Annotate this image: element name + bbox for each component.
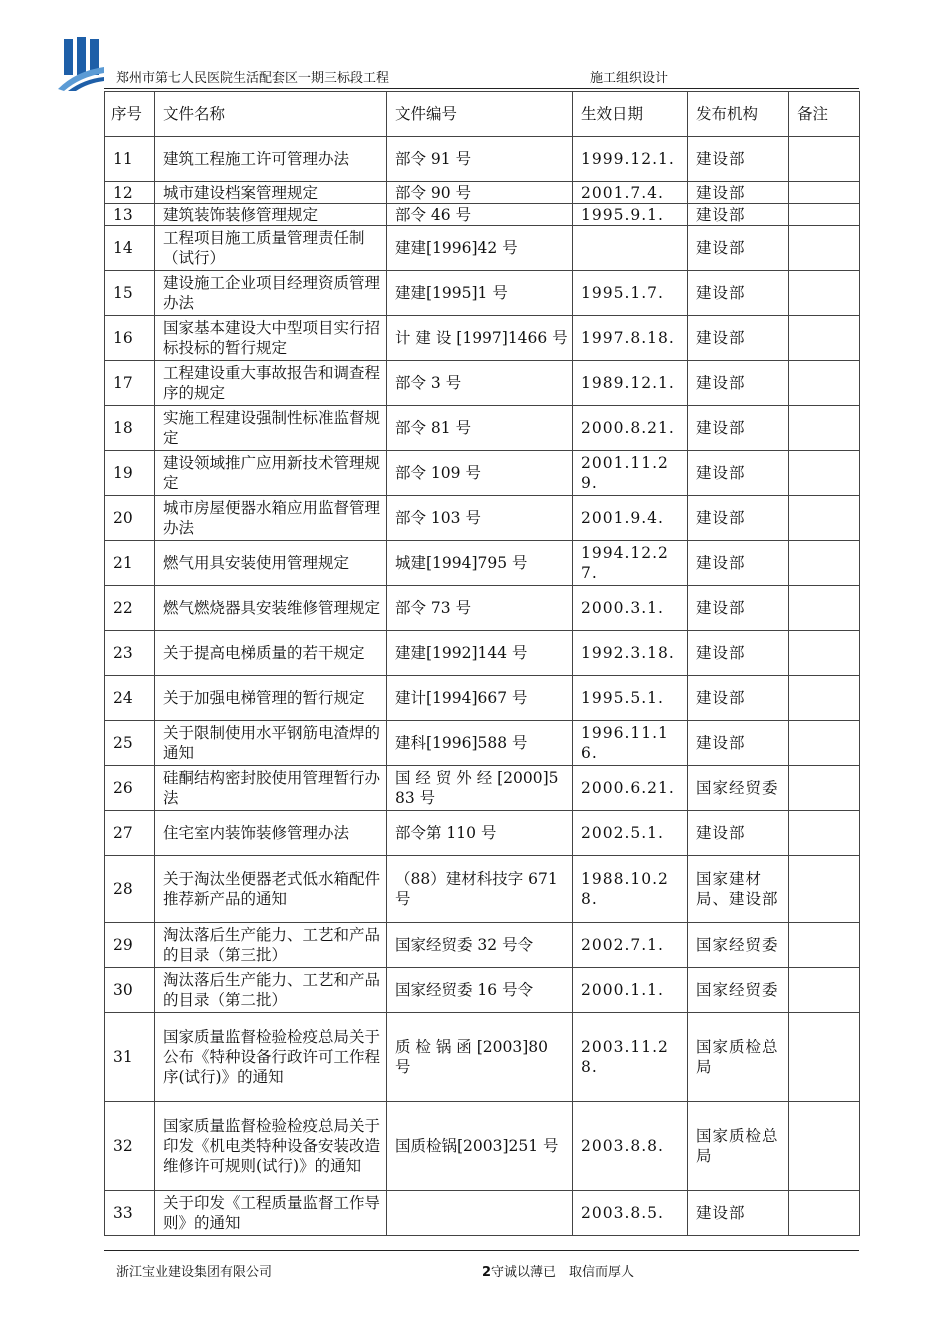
- effective-date: 1999.12.1.: [573, 137, 688, 182]
- row-number: 13: [105, 204, 155, 226]
- table-row: [105, 226, 860, 271]
- document-code: 部令 90 号: [387, 182, 573, 204]
- effective-date: 2000.8.21.: [573, 406, 688, 451]
- effective-date: 1989.12.1.: [573, 361, 688, 406]
- remark: [789, 204, 860, 226]
- row-number: 16: [105, 316, 155, 361]
- remark: [789, 1191, 860, 1236]
- document-name: 硅酮结构密封胶使用管理暂行办法: [155, 766, 387, 811]
- row-number: 17: [105, 361, 155, 406]
- document-name: 实施工程建设强制性标准监督规定: [155, 406, 387, 451]
- row-number: 18: [105, 406, 155, 451]
- document-code: 部令第 110 号: [387, 811, 573, 856]
- effective-date: 1988.10.28.: [573, 856, 688, 923]
- effective-date: 1994.12.27.: [573, 541, 688, 586]
- effective-date: 2003.11.28.: [573, 1013, 688, 1102]
- remark: [789, 968, 860, 1013]
- document-code: 部令 46 号: [387, 204, 573, 226]
- issuing-org: 建设部: [688, 721, 789, 766]
- row-number: 19: [105, 451, 155, 496]
- row-number: 30: [105, 968, 155, 1013]
- issuing-org: 建设部: [688, 226, 789, 271]
- document-name: 国家质量监督检验检疫总局关于公布《特种设备行政许可工作程序(试行)》的通知: [155, 1013, 387, 1102]
- issuing-org: 国家质检总局: [688, 1102, 789, 1191]
- row-number: 28: [105, 856, 155, 923]
- effective-date: 2000.3.1.: [573, 586, 688, 631]
- effective-date: 2000.1.1.: [573, 968, 688, 1013]
- document-name: 关于提高电梯质量的若干规定: [155, 631, 387, 676]
- table-row: [105, 721, 860, 766]
- document-name: 工程项目施工质量管理责任制（试行）: [155, 226, 387, 271]
- effective-date: 1995.5.1.: [573, 676, 688, 721]
- issuing-org: 建设部: [688, 631, 789, 676]
- col-header-code: 文件编号: [387, 92, 573, 137]
- document-code: 部令 81 号: [387, 406, 573, 451]
- effective-date: 2000.6.21.: [573, 766, 688, 811]
- company-logo: [58, 37, 106, 91]
- document-name: 淘汰落后生产能力、工艺和产品的目录（第二批）: [155, 968, 387, 1013]
- table-row: [105, 137, 860, 182]
- footer-motto: 守诚以薄已 取信而厚人: [491, 1265, 635, 1280]
- issuing-org: 建设部: [688, 451, 789, 496]
- document-code: 部令 73 号: [387, 586, 573, 631]
- document-name: 淘汰落后生产能力、工艺和产品的目录（第三批）: [155, 923, 387, 968]
- page-number: 2: [482, 1265, 492, 1280]
- table-row: [105, 1013, 860, 1102]
- table-row: [105, 856, 860, 923]
- row-number: 31: [105, 1013, 155, 1102]
- remark: [789, 451, 860, 496]
- row-number: 33: [105, 1191, 155, 1236]
- table-row: [105, 316, 860, 361]
- document-name: 城市房屋便器水箱应用监督管理办法: [155, 496, 387, 541]
- document-name: 建设施工企业项目经理资质管理办法: [155, 271, 387, 316]
- effective-date: 2002.7.1.: [573, 923, 688, 968]
- remark: [789, 1102, 860, 1191]
- row-number: 21: [105, 541, 155, 586]
- remark: [789, 721, 860, 766]
- row-number: 25: [105, 721, 155, 766]
- remark: [789, 856, 860, 923]
- table-body: [105, 137, 860, 1236]
- footer-rule: [104, 1250, 859, 1251]
- document-code: 计 建 设 [1997]1466 号: [387, 316, 573, 361]
- table-row: [105, 271, 860, 316]
- row-number: 22: [105, 586, 155, 631]
- table-row: [105, 496, 860, 541]
- table-row: [105, 361, 860, 406]
- document-name: 关于限制使用水平钢筋电渣焊的通知: [155, 721, 387, 766]
- row-number: 24: [105, 676, 155, 721]
- document-name: 工程建设重大事故报告和调查程序的规定: [155, 361, 387, 406]
- remark: [789, 361, 860, 406]
- logo-bar-1: [64, 39, 73, 75]
- effective-date: 1997.8.18.: [573, 316, 688, 361]
- effective-date: 1996.11.16.: [573, 721, 688, 766]
- issuing-org: 建设部: [688, 586, 789, 631]
- remark: [789, 137, 860, 182]
- issuing-org: 建设部: [688, 676, 789, 721]
- issuing-org: 国家建材局、建设部: [688, 856, 789, 923]
- footer-company: 浙江宝业建设集团有限公司: [116, 1265, 273, 1280]
- issuing-org: 国家经贸委: [688, 923, 789, 968]
- document-name: 城市建设档案管理规定: [155, 182, 387, 204]
- document-code: 部令 3 号: [387, 361, 573, 406]
- document-code: 建建[1995]1 号: [387, 271, 573, 316]
- document-code: 部令 91 号: [387, 137, 573, 182]
- row-number: 11: [105, 137, 155, 182]
- logo-bar-2: [77, 37, 86, 75]
- remark: [789, 541, 860, 586]
- document-code: 国 经 贸 外 经 [2000]583 号: [387, 766, 573, 811]
- document-name: 燃气燃烧器具安装维修管理规定: [155, 586, 387, 631]
- remark: [789, 811, 860, 856]
- table-row: [105, 1102, 860, 1191]
- document-code: 部令 103 号: [387, 496, 573, 541]
- table-row: [105, 631, 860, 676]
- effective-date: 1995.1.7.: [573, 271, 688, 316]
- effective-date: 2001.11.29.: [573, 451, 688, 496]
- col-header-date: 生效日期: [573, 92, 688, 137]
- remark: [789, 923, 860, 968]
- table-row: [105, 766, 860, 811]
- document-name: 国家基本建设大中型项目实行招标投标的暂行规定: [155, 316, 387, 361]
- col-header-name: 文件名称: [155, 92, 387, 137]
- table-row: [105, 811, 860, 856]
- table-row: [105, 968, 860, 1013]
- issuing-org: 建设部: [688, 496, 789, 541]
- document-code: 建建[1992]144 号: [387, 631, 573, 676]
- effective-date: 2002.5.1.: [573, 811, 688, 856]
- effective-date: 1995.9.1.: [573, 204, 688, 226]
- issuing-org: 建设部: [688, 406, 789, 451]
- effective-date: 2003.8.8.: [573, 1102, 688, 1191]
- remark: [789, 1013, 860, 1102]
- col-header-no: 序号: [105, 92, 155, 137]
- row-number: 29: [105, 923, 155, 968]
- document-name: 住宅室内装饰装修管理办法: [155, 811, 387, 856]
- remark: [789, 766, 860, 811]
- remark: [789, 586, 860, 631]
- issuing-org: 建设部: [688, 137, 789, 182]
- header-rule: [104, 88, 859, 89]
- row-number: 20: [105, 496, 155, 541]
- document-name: 燃气用具安装使用管理规定: [155, 541, 387, 586]
- remark: [789, 182, 860, 204]
- document-code: 部令 109 号: [387, 451, 573, 496]
- issuing-org: 建设部: [688, 361, 789, 406]
- effective-date: 2001.7.4.: [573, 182, 688, 204]
- document-code: （88）建材科技字 671 号: [387, 856, 573, 923]
- remark: [789, 631, 860, 676]
- remark: [789, 271, 860, 316]
- row-number: 15: [105, 271, 155, 316]
- remark: [789, 496, 860, 541]
- table-row: [105, 586, 860, 631]
- col-header-note: 备注: [789, 92, 860, 137]
- issuing-org: 建设部: [688, 182, 789, 204]
- header-document-type: 施工组织设计: [590, 71, 669, 86]
- document-name: 国家质量监督检验检疫总局关于印发《机电类特种设备安装改造维修许可规则(试行)》的通知: [155, 1102, 387, 1191]
- document-code: 质 检 锅 函 [2003]80 号: [387, 1013, 573, 1102]
- issuing-org: 建设部: [688, 811, 789, 856]
- document-name: 关于淘汰坐便器老式低水箱配件推荐新产品的通知: [155, 856, 387, 923]
- row-number: 14: [105, 226, 155, 271]
- effective-date: 2001.9.4.: [573, 496, 688, 541]
- remark: [789, 226, 860, 271]
- row-number: 26: [105, 766, 155, 811]
- effective-date: [573, 226, 688, 271]
- row-number: 32: [105, 1102, 155, 1191]
- table-row: [105, 204, 860, 226]
- table-row: [105, 923, 860, 968]
- issuing-org: 国家质检总局: [688, 1013, 789, 1102]
- remark: [789, 406, 860, 451]
- effective-date: 2003.8.5.: [573, 1191, 688, 1236]
- document-code: [387, 1191, 573, 1236]
- table-row: [105, 406, 860, 451]
- issuing-org: 建设部: [688, 271, 789, 316]
- document-code: 国家经贸委 16 号令: [387, 968, 573, 1013]
- issuing-org: 建设部: [688, 316, 789, 361]
- document-code: 建计[1994]667 号: [387, 676, 573, 721]
- row-number: 12: [105, 182, 155, 204]
- issuing-org: 建设部: [688, 541, 789, 586]
- effective-date: 1992.3.18.: [573, 631, 688, 676]
- row-number: 23: [105, 631, 155, 676]
- document-name: 建筑工程施工许可管理办法: [155, 137, 387, 182]
- document-name: 关于印发《工程质量监督工作导则》的通知: [155, 1191, 387, 1236]
- document-name: 建设领域推广应用新技术管理规定: [155, 451, 387, 496]
- remark: [789, 676, 860, 721]
- header-project-title: 郑州市第七人民医院生活配套区一期三标段工程: [116, 71, 390, 86]
- document-code: 建建[1996]42 号: [387, 226, 573, 271]
- col-header-org: 发布机构: [688, 92, 789, 137]
- document-code: 国家经贸委 32 号令: [387, 923, 573, 968]
- table-row: [105, 676, 860, 721]
- table-row: [105, 541, 860, 586]
- table-row: [105, 451, 860, 496]
- document-name: 建筑装饰装修管理规定: [155, 204, 387, 226]
- issuing-org: 建设部: [688, 1191, 789, 1236]
- document-code: 国质检锅[2003]251 号: [387, 1102, 573, 1191]
- remark: [789, 316, 860, 361]
- regulations-table: [104, 91, 860, 1236]
- issuing-org: 国家经贸委: [688, 968, 789, 1013]
- row-number: 27: [105, 811, 155, 856]
- document-code: 建科[1996]588 号: [387, 721, 573, 766]
- issuing-org: 建设部: [688, 204, 789, 226]
- footer-right: [482, 1261, 634, 1280]
- table-row: [105, 1191, 860, 1236]
- document-code: 城建[1994]795 号: [387, 541, 573, 586]
- table-header-row: [105, 92, 860, 137]
- table-row: [105, 182, 860, 204]
- document-name: 关于加强电梯管理的暂行规定: [155, 676, 387, 721]
- issuing-org: 国家经贸委: [688, 766, 789, 811]
